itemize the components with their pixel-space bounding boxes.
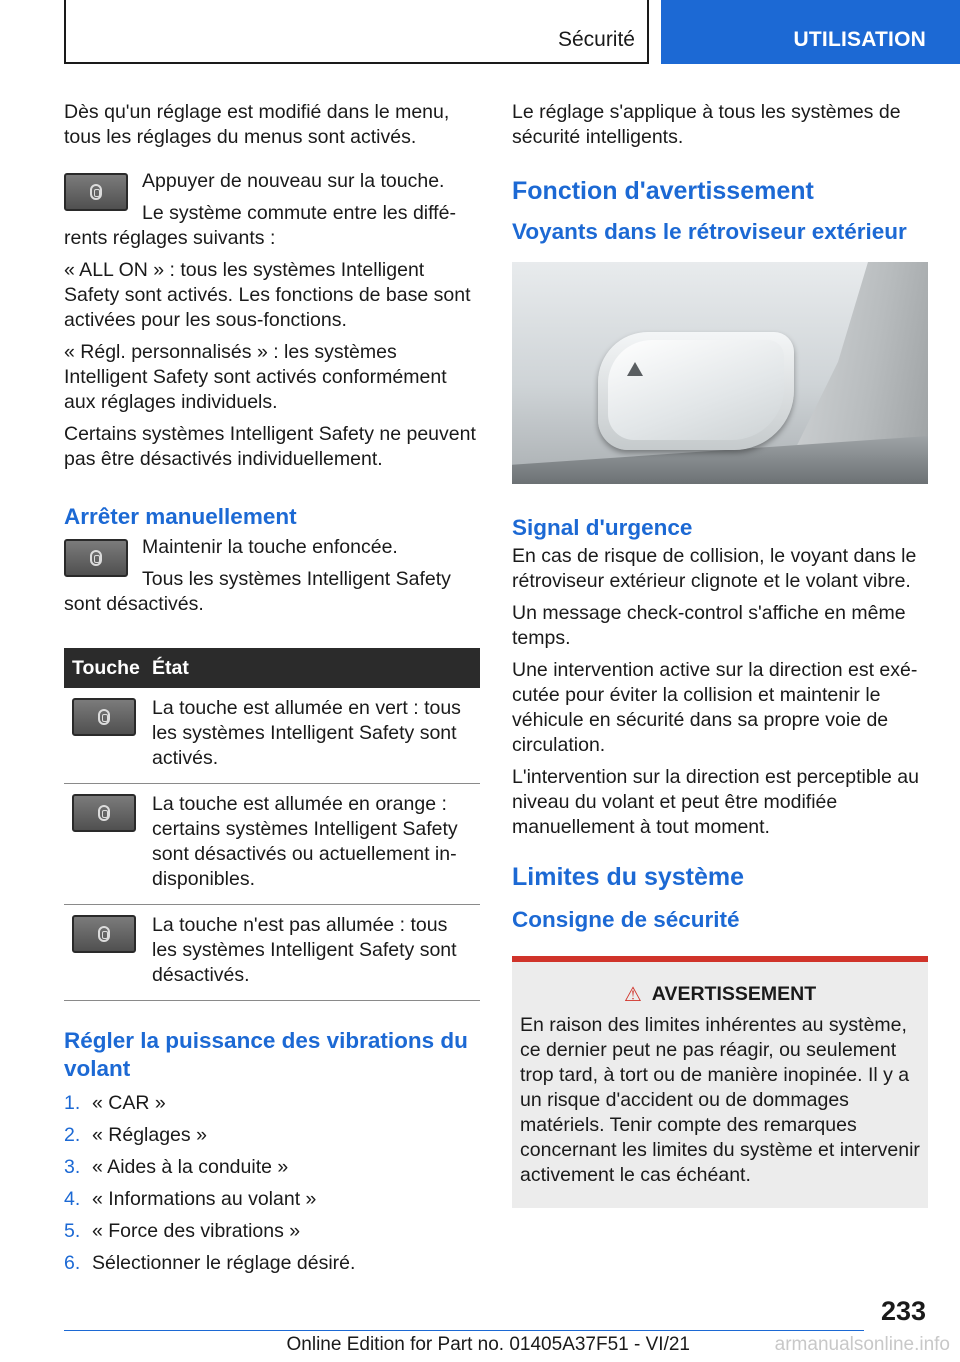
warning-text: En raison des limites inhérentes au système, ce dernier peut ne pas réagir, ou seulement trop tard, à tort ou de manière inopinée. Il y a un risque d'accident ou de dommages matériels. Tenir compte des remarques concernant les limites du système et intervenir activement le cas échéant.	[520, 1014, 920, 1186]
table-cell-state: La touche est allumée en orange : certains systèmes Intelligent Safety sont désactivés ou actuellement indisponibles.	[150, 784, 480, 905]
heading-system-limits: Limites du système	[512, 863, 745, 891]
paragraph: Une intervention active sur la direction est exécutée pour éviter la collision et maintenir le véhicule en sécurité dans sa propre voie de circulation.	[512, 659, 918, 756]
list-item: 4. « Informations au volant »	[64, 1188, 317, 1210]
paragraph: « Régl. personnalisés » : les systèmes Intelligent Safety sont activés conformément aux réglages individuels.	[64, 341, 447, 413]
heading-safety-notice: Consigne de sécurité	[512, 907, 740, 932]
table-header-button: Touche	[64, 648, 150, 688]
list-item: 1. « CAR »	[64, 1092, 166, 1114]
table-cell-state: La touche est allumée en vert : tous les systèmes Intelligent Safety sont activés.	[150, 688, 480, 784]
watermark: armanualsonline.info	[774, 1334, 950, 1355]
list-item: 6. Sélectionner le réglage désiré.	[64, 1252, 356, 1274]
paragraph: Le réglage s'applique à tous les systèmes de sécurité intelligents.	[512, 101, 901, 148]
warning-triangle-icon: ⚠	[623, 984, 642, 1006]
heading-emergency-signal: Signal d'urgence	[512, 515, 693, 540]
list-item: 3. « Aides à la conduite »	[64, 1156, 289, 1178]
warning-title: AVERTISSEMENT	[651, 983, 817, 1005]
paragraph: Appuyer de nouveau sur la touche.	[142, 170, 445, 192]
heading-vibration-strength: Régler la puissance des vibrations du volant	[64, 1028, 468, 1081]
safety-button-icon	[64, 173, 128, 211]
paragraph: En cas de risque de collision, le voyant dans le rétroviseur extérieur clignote et le volant vibre.	[512, 545, 917, 592]
paragraph: Tous les systèmes Intelligent Safety sont désactivés.	[64, 568, 451, 615]
right-column	[512, 100, 928, 1208]
heading-warning-function: Fonction d'avertissement	[512, 177, 814, 205]
list-item: 2. « Réglages »	[64, 1124, 207, 1146]
side-mirror-image	[512, 262, 928, 484]
warning-box	[512, 956, 928, 1208]
steps-list	[64, 1087, 480, 1279]
paragraph: Le système commute entre les différents réglages suivants :	[64, 202, 456, 249]
paragraph: Dès qu'un réglage est modifié dans le menu, tous les réglages du menus sont activés.	[64, 101, 450, 148]
footer-divider	[64, 1330, 864, 1331]
header-section-box	[64, 0, 649, 64]
header-chapter-tab	[661, 0, 960, 64]
safety-button-orange-icon	[72, 794, 136, 832]
paragraph: Un message check-control s'affiche en même temps.	[512, 602, 906, 649]
warning-triangle-icon	[627, 362, 643, 376]
page-number: 233	[880, 1296, 926, 1326]
button-state-table	[64, 648, 480, 1001]
list-item: 5. « Force des vibrations »	[64, 1220, 301, 1242]
table-header-state: État	[150, 648, 480, 688]
paragraph: « ALL ON » : tous les systèmes Intelligent Safety sont activés. Les fonctions de base sont activées pour les sous-fonctions.	[64, 259, 471, 331]
safety-button-green-icon	[72, 698, 136, 736]
heading-stop-manually: Arrêter manuellement	[64, 504, 297, 529]
table-row	[64, 688, 480, 784]
table-row	[64, 905, 480, 1001]
header-section-title: Sécurité	[557, 28, 635, 51]
header-chapter-title: UTILISATION	[793, 28, 926, 51]
safety-button-icon	[64, 539, 128, 577]
heading-mirror-indicators: Voyants dans le rétroviseur extérieur	[512, 219, 907, 244]
table-cell-state: La touche n'est pas allumée : tous les systèmes Intelligent Safety sont désactivés.	[150, 905, 480, 1001]
paragraph: Maintenir la touche enfoncée.	[142, 536, 398, 558]
left-column	[64, 100, 480, 1279]
footer-edition: Online Edition for Part no. 01405A37F51 - VI/21	[286, 1334, 690, 1355]
paragraph: L'intervention sur la direction est perceptible au niveau du volant et peut être modifiée manuellement à tout moment.	[512, 766, 919, 838]
safety-button-off-icon	[72, 915, 136, 953]
table-row	[64, 784, 480, 905]
paragraph: Certains systèmes Intelligent Safety ne peuvent pas être désactivés individuellement.	[64, 423, 476, 470]
